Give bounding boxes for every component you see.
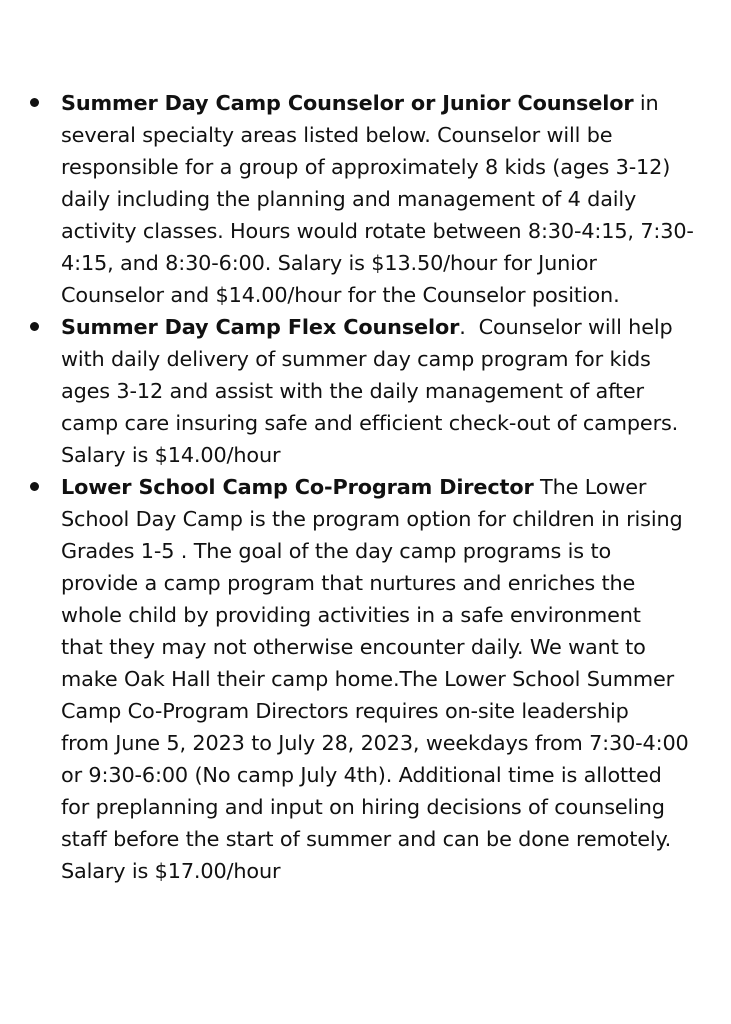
list-item-first-line <box>61 311 719 343</box>
bullet-icon <box>30 98 39 107</box>
list-item-first-line <box>61 471 719 503</box>
job-title: Summer Day Camp Flex Counselor <box>61 315 460 339</box>
job-description-line: from June 5, 2023 to July 28, 2023, weekdays from 7:30-4:00 <box>61 731 689 755</box>
job-description-line: activity classes. Hours would rotate between 8:30-4:15, 7:30- <box>61 219 694 243</box>
job-description-line: Salary is $14.00/hour <box>61 443 281 467</box>
job-description-line: 4:15, and 8:30-6:00. Salary is $13.50/hour for Junior <box>61 251 597 275</box>
bullet-icon <box>30 322 39 331</box>
job-description-line: Grades 1-5 . The goal of the day camp programs is to <box>61 539 612 563</box>
job-description-line: staff before the start of summer and can be done remotely. <box>61 827 672 851</box>
job-description-line: in <box>633 91 659 115</box>
list-item-co-program-director <box>0 471 731 887</box>
job-title: Summer Day Camp Counselor or Junior Counselor <box>61 91 634 115</box>
job-description-line: whole child by providing activities in a safe environment <box>61 603 641 627</box>
job-description-line: daily including the planning and management of 4 daily <box>61 187 637 211</box>
job-description-line: Camp Co-Program Directors requires on-site leadership <box>61 699 629 723</box>
job-description-line: Counselor and $14.00/hour for the Counselor position. <box>61 283 620 307</box>
list-item-day-camp-counselor <box>0 87 731 311</box>
job-description-line: several specialty areas listed below. Counselor will be <box>61 123 613 147</box>
job-description-line: The Lower <box>533 475 647 499</box>
bullet-icon <box>30 482 39 491</box>
job-description-line: or 9:30-6:00 (No camp July 4th). Additional time is allotted <box>61 763 662 787</box>
job-title: Lower School Camp Co-Program Director <box>61 475 534 499</box>
job-description-line: with daily delivery of summer day camp program for kids <box>61 347 651 371</box>
job-description-line: ages 3-12 and assist with the daily management of after <box>61 379 644 403</box>
job-description-line: for preplanning and input on hiring decisions of counseling <box>61 795 665 819</box>
job-description-line: that they may not otherwise encounter daily. We want to <box>61 635 646 659</box>
job-description-line: provide a camp program that nurtures and enriches the <box>61 571 636 595</box>
job-description-line: Salary is $17.00/hour <box>61 859 281 883</box>
job-description-line: . Counselor will help <box>459 315 673 339</box>
job-description-line: responsible for a group of approximately 8 kids (ages 3-12) <box>61 155 671 179</box>
job-listing-list <box>0 87 731 887</box>
job-description-line: camp care insuring safe and efficient check-out of campers. <box>61 411 679 435</box>
list-item-first-line <box>61 87 719 119</box>
job-description-line: make Oak Hall their camp home.The Lower School Summer <box>61 667 675 691</box>
list-item-flex-counselor <box>0 311 731 471</box>
job-description-line: School Day Camp is the program option for children in rising <box>61 507 683 531</box>
